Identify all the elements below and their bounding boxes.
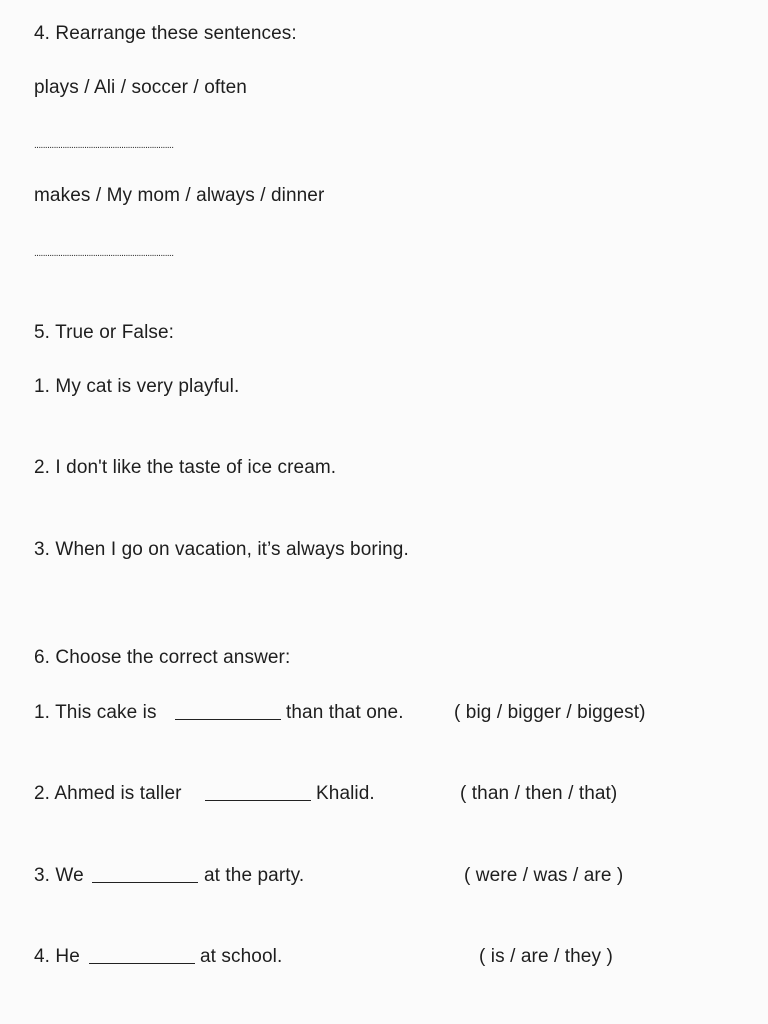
choice-item-4-before: 4. He bbox=[34, 946, 80, 967]
choice-item-4-options: ( is / are / they ) bbox=[479, 946, 613, 967]
rearrange-prompt-1: plays / Ali / soccer / often bbox=[34, 77, 247, 98]
choice-item-2-blank bbox=[205, 800, 311, 801]
choice-item-4-blank bbox=[89, 963, 195, 964]
choice-item-3-after: at the party. bbox=[204, 865, 305, 886]
choice-item-2-after: Khalid. bbox=[316, 783, 375, 804]
choice-item-4-after: at school. bbox=[200, 946, 283, 967]
choice-item-3-blank bbox=[92, 882, 198, 883]
rearrange-prompt-2: makes / My mom / always / dinner bbox=[34, 185, 325, 206]
choice-item-1-options: ( big / bigger / biggest) bbox=[454, 702, 646, 723]
choice-item-3-before: 3. We bbox=[34, 865, 84, 886]
answer-line-1: ................................................................ bbox=[34, 140, 174, 151]
choice-item-2-options: ( than / then / that) bbox=[460, 783, 618, 804]
choice-item-1-before: 1. This cake is bbox=[34, 702, 157, 723]
true-false-item-2: 2. I don't like the taste of ice cream. bbox=[34, 457, 337, 478]
choice-item-3-options: ( were / was / are ) bbox=[464, 865, 624, 886]
answer-line-2: ................................................................ bbox=[34, 248, 174, 259]
true-false-item-1: 1. My cat is very playful. bbox=[34, 376, 240, 397]
section-6-heading: 6. Choose the correct answer: bbox=[34, 647, 291, 668]
section-5-heading: 5. True or False: bbox=[34, 322, 175, 343]
section-4-heading: 4. Rearrange these sentences: bbox=[34, 23, 297, 44]
choice-item-1-blank bbox=[175, 719, 281, 720]
choice-item-2-before: 2. Ahmed is taller bbox=[34, 783, 182, 804]
choice-item-1-after: than that one. bbox=[286, 702, 404, 723]
true-false-item-3: 3. When I go on vacation, it’s always boring. bbox=[34, 539, 409, 560]
